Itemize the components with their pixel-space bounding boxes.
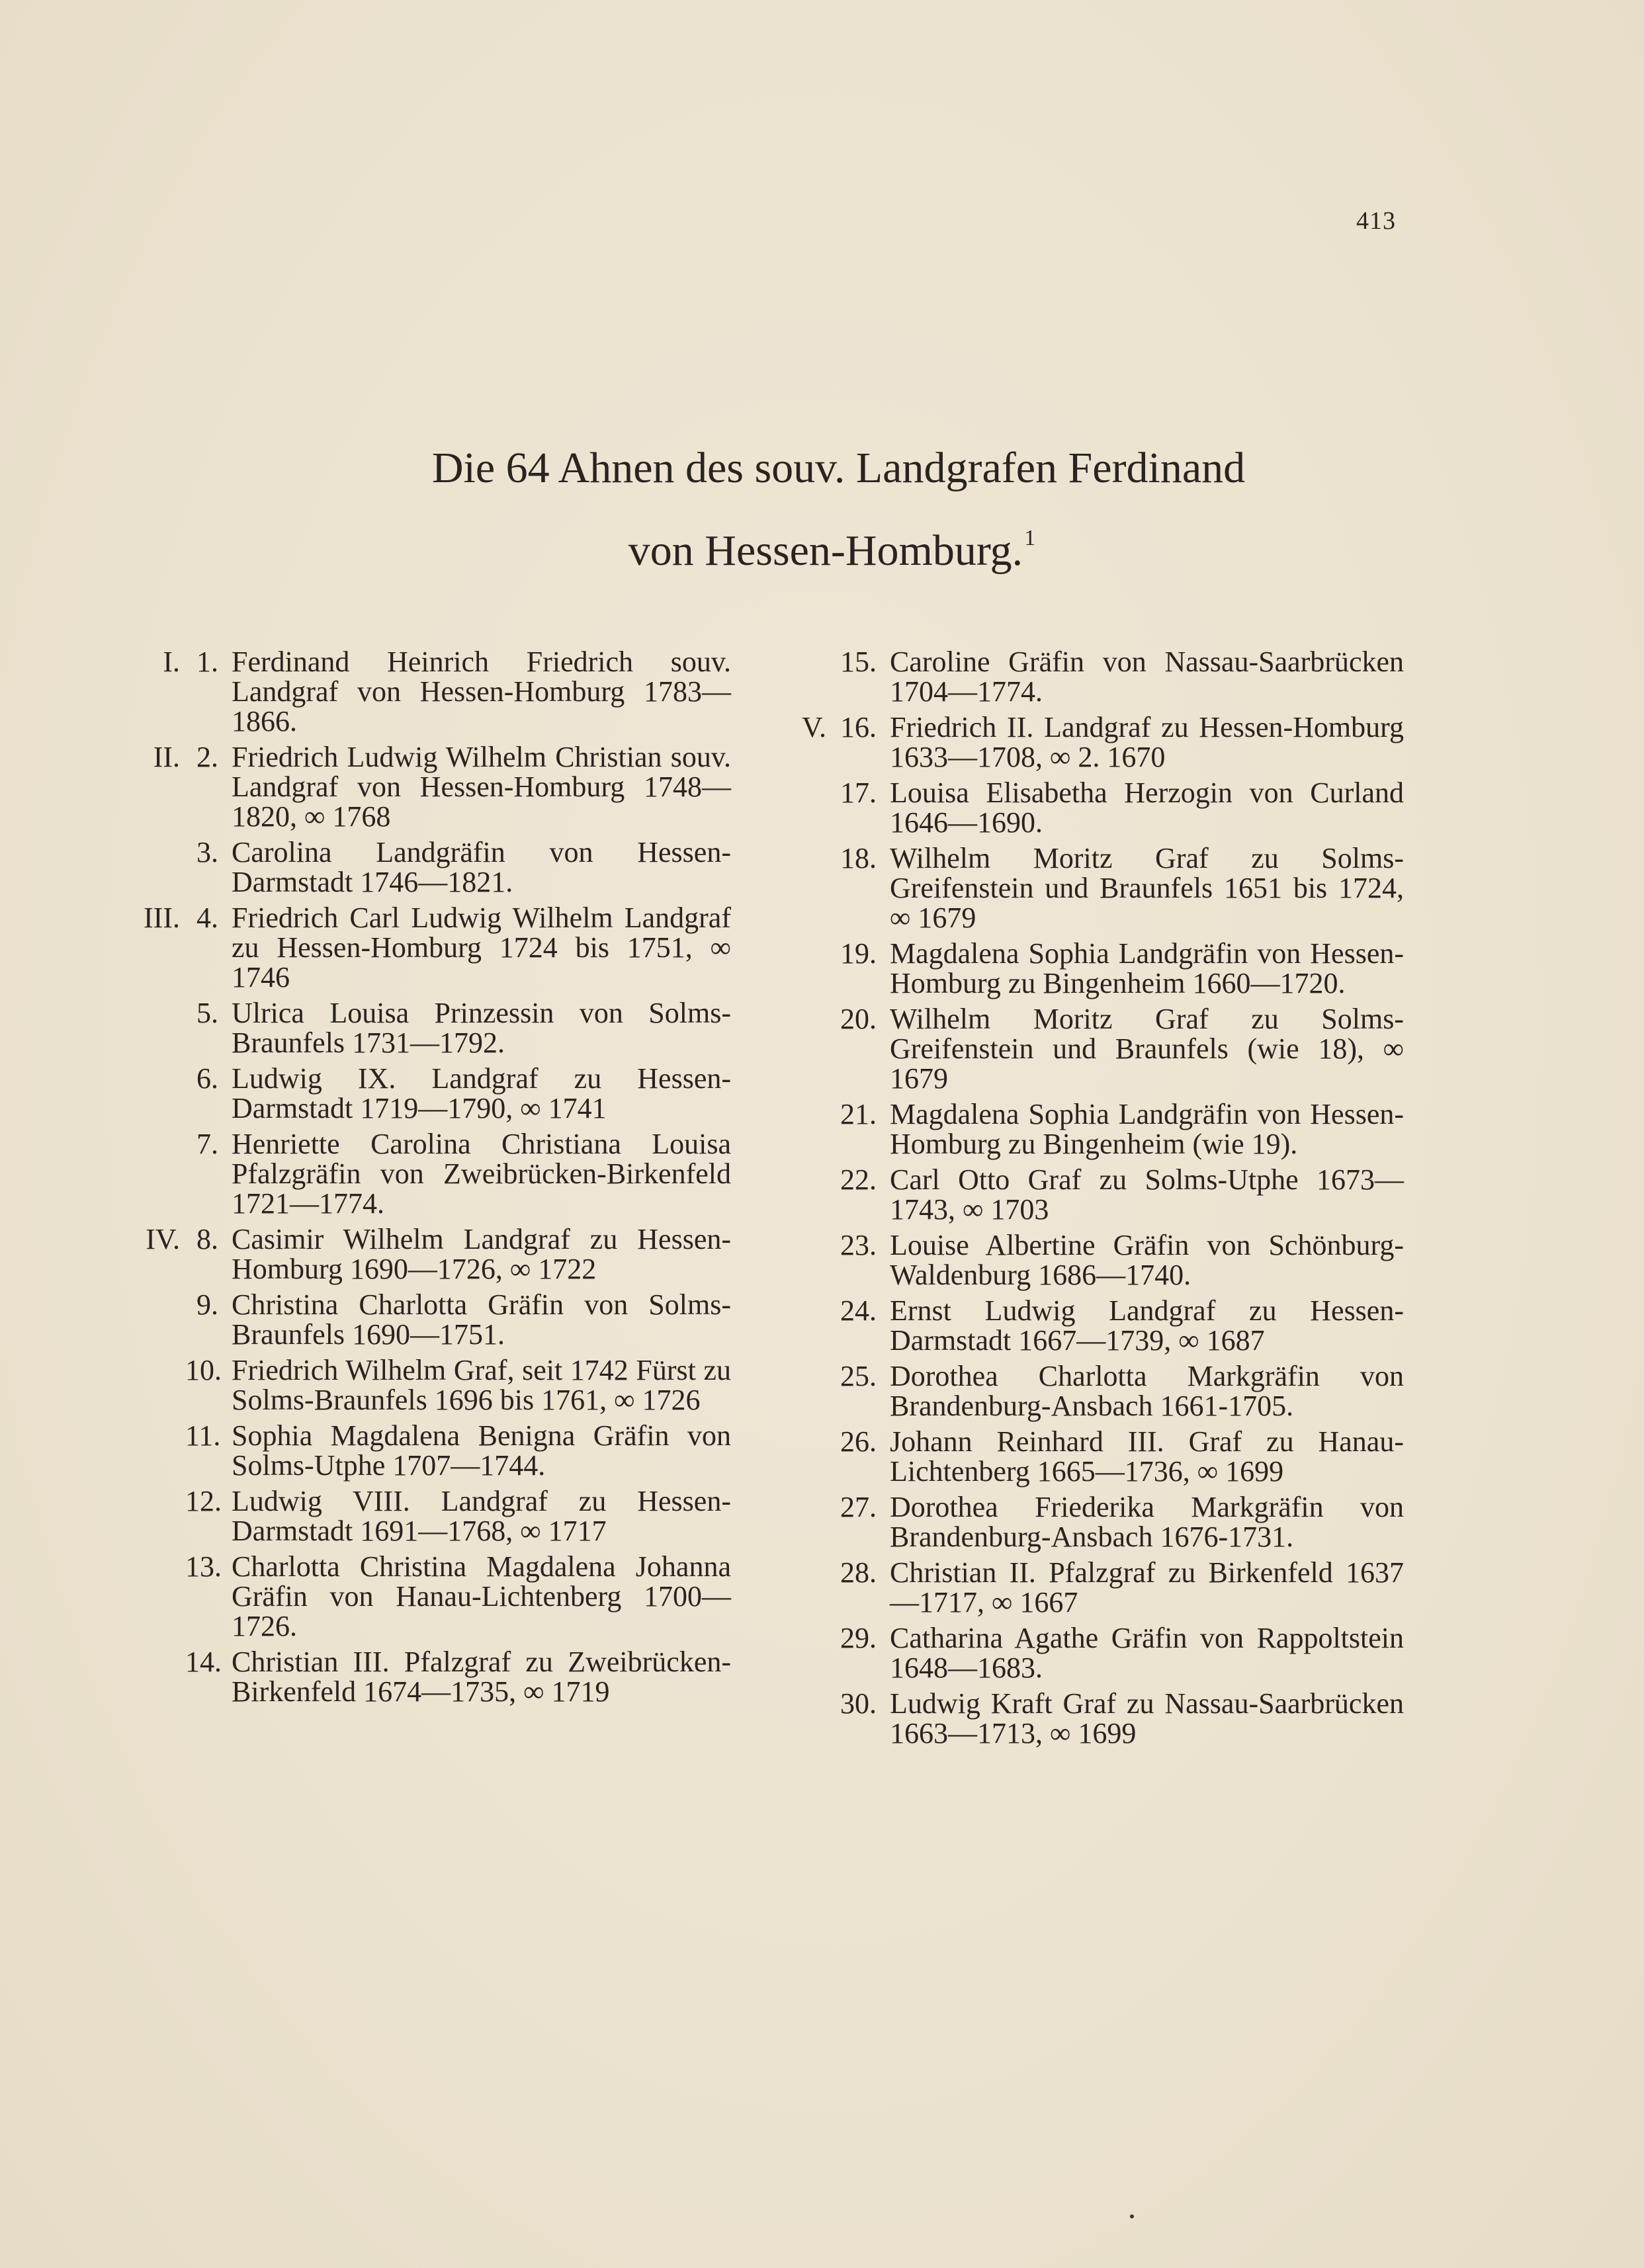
generation-numeral [122, 1290, 185, 1349]
generation-numeral [122, 1647, 185, 1706]
ancestor-description: Christian II. Pfalzgraf zu Birkenfeld 1637—1717, ∞ 1667 [890, 1556, 1404, 1618]
generation-numeral [122, 998, 185, 1058]
genealogy-entry [122, 1552, 731, 1641]
ancestor-number: 4. [196, 902, 218, 934]
ancestor-description: Louise Albertine Gräfin von Schönburg-Waldenburg 1686—1740. [890, 1229, 1404, 1291]
ancestor-number: 12. [185, 1485, 222, 1517]
ancestor-description: Ferdinand Heinrich Friedrich souv. Landgraf von Hessen-Homburg 1783—1866. [232, 646, 731, 737]
ancestor-number: 6. [196, 1062, 218, 1095]
genealogy-entry [792, 1689, 1404, 1748]
ancestor-number: 26. [840, 1425, 877, 1458]
ancestor-description: Magdalena Sophia Landgräfin von Hessen-Homburg zu Bingenheim (wie 19). [890, 1098, 1404, 1160]
ancestor-number: 17. [840, 777, 877, 809]
ancestor-description: Casimir Wilhelm Landgraf zu Hessen-Homburg 1690—1726, ∞ 1722 [232, 1223, 731, 1285]
ancestor-number: 19. [840, 937, 877, 970]
genealogy-entry [122, 1421, 731, 1480]
ancestor-description: Ludwig IX. Landgraf zu Hessen-Darmstadt 1719—1790, ∞ 1741 [232, 1062, 731, 1124]
ancestor-description: Ulrica Louisa Prinzessin von Solms-Braunfels 1731—1792. [232, 997, 731, 1059]
generation-numeral [792, 1099, 832, 1159]
ancestor-number: 20. [840, 1003, 877, 1035]
ancestor-description: Charlotta Christina Magdalena Johanna Gräfin von Hanau-Lichtenberg 1700—1726. [232, 1550, 731, 1642]
ancestor-description: Dorothea Charlotta Markgräfin von Brandenburg-Ansbach 1661-1705. [890, 1360, 1404, 1422]
genealogy-entry [122, 647, 731, 736]
genealogy-entry [792, 1558, 1404, 1617]
genealogy-entry [792, 1427, 1404, 1486]
ancestor-number: 8. [196, 1223, 218, 1255]
page-number: 413 [1356, 207, 1396, 235]
genealogy-entry [792, 647, 1404, 706]
ancestor-number: 9. [196, 1288, 218, 1321]
generation-numeral [122, 1486, 185, 1546]
genealogy-entry [792, 843, 1404, 933]
ancestor-number: 23. [840, 1229, 877, 1261]
ancestor-number: 5. [196, 997, 218, 1029]
ancestor-description: Ernst Ludwig Landgraf zu Hessen-Darmstadt 1667—1739, ∞ 1687 [890, 1294, 1404, 1357]
genealogy-entry [792, 1623, 1404, 1683]
generation-numeral [792, 1689, 832, 1748]
ancestor-number: 13. [185, 1550, 222, 1583]
ancestor-number: 14. [185, 1646, 222, 1678]
generation-numeral [792, 778, 832, 837]
ancestor-description: Friedrich Ludwig Wilhelm Christian souv. Landgraf von Hessen-Homburg 1748—1820, ∞ 1768 [232, 741, 731, 833]
generation-numeral [792, 1623, 832, 1683]
genealogy-entry [122, 1064, 731, 1123]
ancestor-description: Wilhelm Moritz Graf zu Solms-Greifenstein und Braunfels 1651 bis 1724, ∞ 1679 [890, 842, 1404, 934]
generation-numeral: III. [144, 902, 180, 934]
genealogy-entry [122, 1290, 731, 1349]
ancestor-description: Wilhelm Moritz Graf zu Solms-Greifenstein und Braunfels (wie 18), ∞ 1679 [890, 1003, 1404, 1095]
ancestor-description: Dorothea Friederika Markgräfin von Brandenburg-Ansbach 1676-1731. [890, 1491, 1404, 1553]
generation-numeral [122, 1064, 185, 1123]
genealogy-entry [122, 903, 731, 992]
genealogy-entry [122, 998, 731, 1058]
genealogy-entry [122, 1224, 731, 1284]
genealogy-entry [122, 1129, 731, 1218]
generation-numeral [122, 837, 185, 897]
ancestor-number: 29. [840, 1622, 877, 1654]
generation-numeral [792, 1492, 832, 1552]
generation-numeral [792, 1004, 832, 1093]
left-column [122, 647, 731, 1712]
generation-numeral [792, 1165, 832, 1224]
generation-numeral [792, 939, 832, 998]
ancestor-number: 27. [840, 1491, 877, 1523]
generation-numeral [792, 1361, 832, 1421]
ancestor-number: 18. [840, 842, 877, 874]
generation-numeral: IV. [146, 1223, 180, 1255]
genealogy-entry [792, 939, 1404, 998]
genealogy-entry [792, 1230, 1404, 1290]
genealogy-entry [792, 1004, 1404, 1093]
genealogy-entry [792, 1361, 1404, 1421]
generation-numeral [792, 1427, 832, 1486]
ancestor-description: Louisa Elisabetha Herzogin von Curland 1646—1690. [890, 777, 1404, 839]
generation-numeral: I. [163, 646, 180, 678]
generation-numeral [792, 1230, 832, 1290]
ancestor-description: Ludwig Kraft Graf zu Nassau-Saarbrücken 1663—1713, ∞ 1699 [890, 1687, 1404, 1749]
ancestor-description: Caroline Gräfin von Nassau-Saarbrücken 1704—1774. [890, 646, 1404, 708]
genealogy-entry [792, 712, 1404, 772]
ancestor-description: Catharina Agathe Gräfin von Rappoltstein 1648—1683. [890, 1622, 1404, 1684]
generation-numeral: II. [153, 741, 180, 773]
page-mark-dot [1130, 2214, 1134, 2218]
ancestor-description: Ludwig VIII. Landgraf zu Hessen-Darmstadt 1691—1768, ∞ 1717 [232, 1485, 731, 1547]
ancestor-number: 25. [840, 1360, 877, 1392]
ancestor-number: 1. [196, 646, 218, 678]
ancestor-description: Christian III. Pfalzgraf zu Zweibrücken-Birkenfeld 1674—1735, ∞ 1719 [232, 1646, 731, 1708]
generation-numeral: V. [801, 711, 826, 743]
generation-numeral [792, 647, 832, 706]
ancestor-number: 16. [840, 711, 877, 743]
title-text-2: von Hessen-Homburg. [628, 526, 1023, 575]
ancestor-number: 3. [196, 836, 218, 868]
generation-numeral [122, 1355, 185, 1415]
genealogy-entry [122, 1647, 731, 1706]
genealogy-entry [122, 742, 731, 831]
title-text-1: Die 64 Ahnen des souv. Landgrafen Ferdinand [431, 444, 1246, 492]
ancestor-description: Friedrich Carl Ludwig Wilhelm Landgraf zu Hessen-Homburg 1724 bis 1751, ∞ 1746 [232, 902, 731, 993]
ancestor-description: Carl Otto Graf zu Solms-Utphe 1673—1743, ∞ 1703 [890, 1163, 1404, 1226]
genealogy-entry [122, 837, 731, 897]
ancestor-number: 2. [196, 741, 218, 773]
generation-numeral [792, 1296, 832, 1355]
generation-numeral [122, 1129, 185, 1218]
ancestor-description: Johann Reinhard III. Graf zu Hanau-Lichtenberg 1665—1736, ∞ 1699 [890, 1425, 1404, 1488]
ancestor-number: 24. [840, 1294, 877, 1327]
genealogy-entry [792, 1165, 1404, 1224]
title-line-2 [0, 526, 1644, 576]
ancestor-number: 22. [840, 1163, 877, 1196]
ancestor-description: Friedrich II. Landgraf zu Hessen-Homburg 1633—1708, ∞ 2. 1670 [890, 711, 1404, 773]
footnote-mark: 1 [1024, 526, 1036, 550]
ancestor-number: 28. [840, 1556, 877, 1589]
generation-numeral [122, 1552, 185, 1641]
ancestor-description: Magdalena Sophia Landgräfin von Hessen-Homburg zu Bingenheim 1660—1720. [890, 937, 1404, 999]
title-line-1 [0, 443, 1644, 493]
ancestor-description: Sophia Magdalena Benigna Gräfin von Solms-Utphe 1707—1744. [232, 1419, 731, 1482]
genealogy-entry [792, 1296, 1404, 1355]
ancestor-number: 7. [196, 1128, 218, 1160]
ancestor-number: 15. [840, 646, 877, 678]
generation-numeral [122, 1421, 185, 1480]
ancestor-description: Friedrich Wilhelm Graf, seit 1742 Fürst zu Solms-Braunfels 1696 bis 1761, ∞ 1726 [232, 1354, 731, 1416]
ancestor-description: Henriette Carolina Christiana Louisa Pfalzgräfin von Zweibrücken-Birkenfeld 1721—1774. [232, 1128, 731, 1220]
generation-numeral [792, 1558, 832, 1617]
ancestor-number: 11. [185, 1419, 221, 1452]
ancestor-number: 30. [840, 1687, 877, 1720]
genealogy-entry [792, 778, 1404, 837]
ancestor-number: 10. [185, 1354, 222, 1386]
right-column [792, 647, 1404, 1754]
ancestor-description: Carolina Landgräfin von Hessen-Darmstadt 1746—1821. [232, 836, 731, 898]
ancestor-number: 21. [840, 1098, 877, 1130]
ancestor-description: Christina Charlotta Gräfin von Solms-Braunfels 1690—1751. [232, 1288, 731, 1351]
genealogy-entry [122, 1486, 731, 1546]
genealogy-entry [792, 1099, 1404, 1159]
genealogy-entry [122, 1355, 731, 1415]
generation-numeral [792, 843, 832, 933]
genealogy-entry [792, 1492, 1404, 1552]
